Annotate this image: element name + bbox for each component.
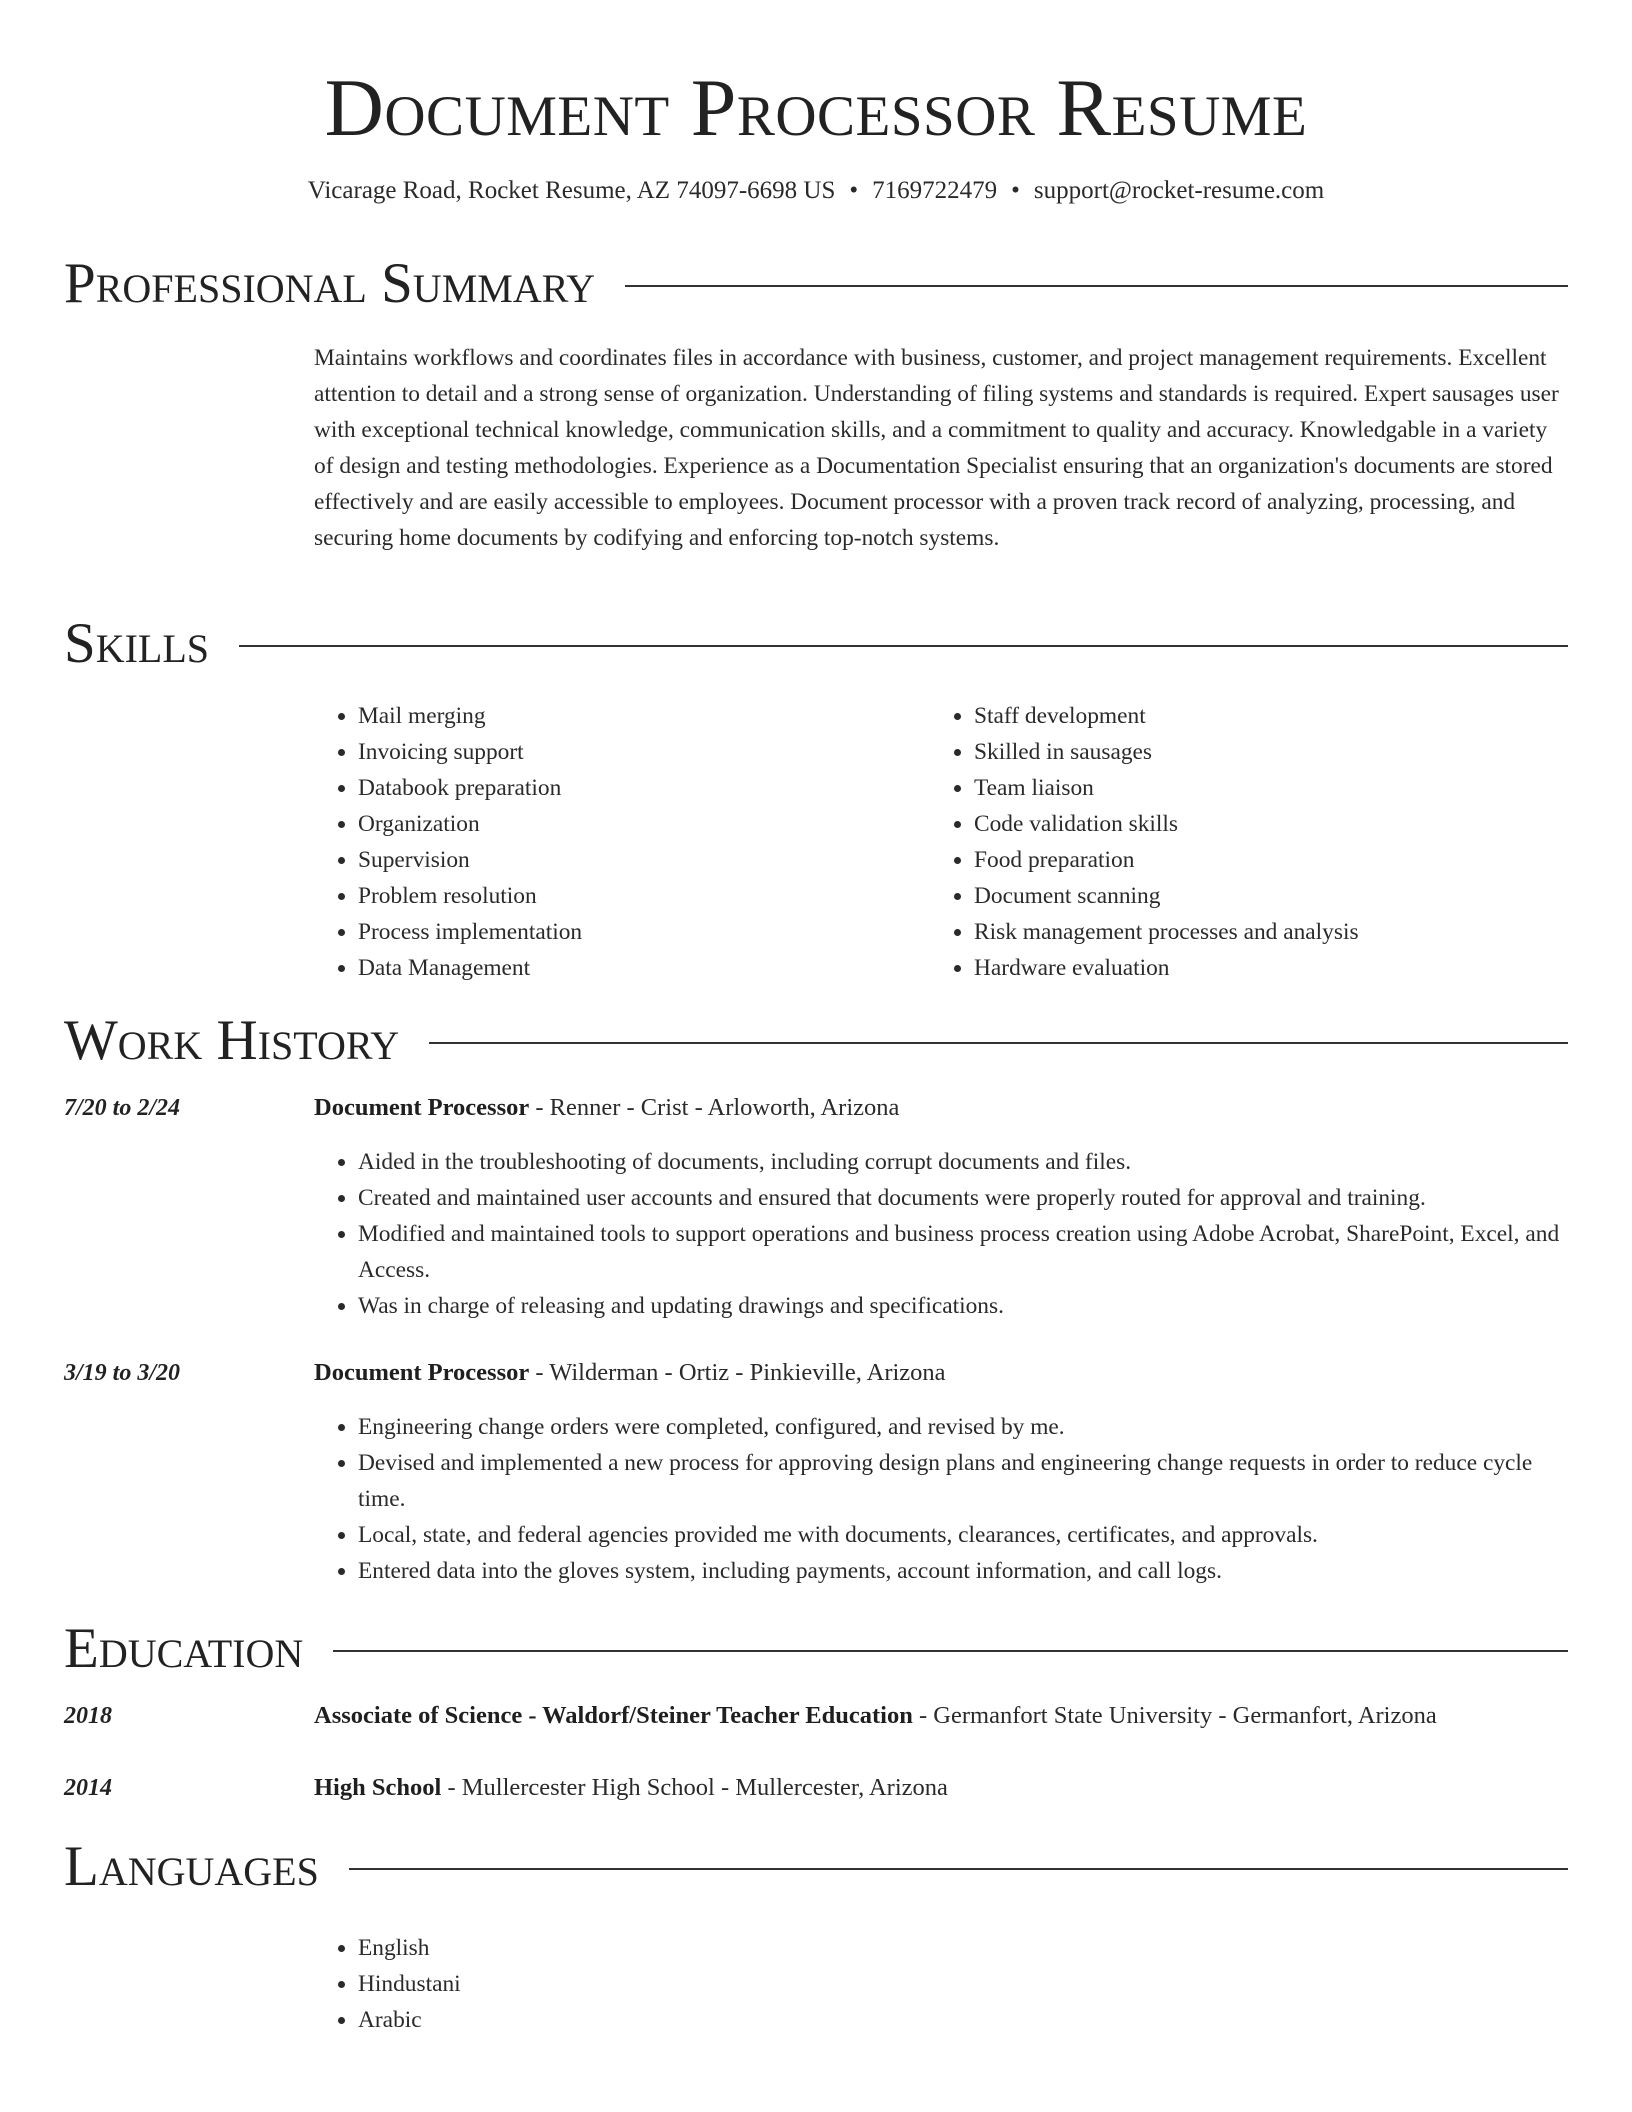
skill-item: • Process implementation: [358, 914, 914, 950]
section-rule: [625, 285, 1568, 287]
contact-line: [0, 174, 1632, 208]
job-bullet: • Created and maintained user accounts and ensured that documents were properly routed for approval and training.: [358, 1180, 1570, 1216]
job-dates: 3/19 to 3/20: [64, 1360, 181, 1386]
skill-item: • Invoicing support: [358, 734, 914, 770]
languages-list: [314, 1930, 914, 2038]
skill-item: • Supervision: [358, 842, 914, 878]
section-title-work: Work History: [64, 1009, 400, 1072]
section-rule: [349, 1868, 1568, 1870]
job-bullet: • Engineering change orders were completed, configured, and revised by me.: [358, 1409, 1570, 1445]
resume-title: Document Processor Resume: [324, 62, 1308, 153]
address: Vicarage Road, Rocket Resume, AZ 74097-6698 US: [307, 177, 836, 204]
skills-column-left: [314, 698, 914, 986]
section-header-work: [64, 1009, 1568, 1073]
language-item: • Hindustani: [358, 1966, 914, 2002]
education-school: - Mullercester High School - Mullercester, Arizona: [441, 1774, 948, 1801]
job-heading: [314, 1090, 1570, 1126]
section-header-education: [64, 1617, 1568, 1681]
section-header-summary: [64, 252, 1568, 316]
skill-item: • Hardware evaluation: [974, 950, 1530, 986]
job-bullet: • Was in charge of releasing and updating drawings and specifications.: [358, 1288, 1570, 1324]
section-header-languages: [64, 1835, 1568, 1899]
education-entry: [314, 1770, 1570, 1806]
job-bullet: • Aided in the troubleshooting of documents, including corrupt documents and files.: [358, 1144, 1570, 1180]
skill-item: • Databook preparation: [358, 770, 914, 806]
job-bullets: [314, 1409, 1570, 1589]
education-entry: [314, 1698, 1570, 1734]
job-bullet: • Entered data into the gloves system, including payments, account information, and call logs.: [358, 1553, 1570, 1589]
section-header-skills: [64, 612, 1568, 676]
section-title-skills: Skills: [64, 612, 210, 675]
job-title: Document Processor: [314, 1359, 530, 1386]
job-bullet: • Local, state, and federal agencies provided me with documents, clearances, certificates, and approvals.: [358, 1517, 1570, 1553]
skill-item: • Document scanning: [974, 878, 1530, 914]
section-rule: [429, 1042, 1568, 1044]
skill-item: • Food preparation: [974, 842, 1530, 878]
skills-column-right: [930, 698, 1530, 986]
language-item: • English: [358, 1930, 914, 1966]
skill-item: • Data Management: [358, 950, 914, 986]
phone: 7169722479: [872, 177, 998, 204]
skill-item: • Skilled in sausages: [974, 734, 1530, 770]
education-year: 2018: [64, 1703, 112, 1729]
separator-dot: •: [849, 177, 859, 204]
separator-dot: •: [1011, 177, 1020, 204]
email[interactable]: support@rocket-resume.com: [1033, 177, 1325, 204]
job-heading: [314, 1355, 1570, 1391]
skill-item: • Organization: [358, 806, 914, 842]
skill-item: • Mail merging: [358, 698, 914, 734]
skill-item: • Team liaison: [974, 770, 1530, 806]
section-title-languages: Languages: [64, 1835, 319, 1898]
language-item: • Arabic: [358, 2002, 914, 2038]
job-employer: - Renner - Crist - Arloworth, Arizona: [529, 1094, 900, 1121]
skill-item: • Problem resolution: [358, 878, 914, 914]
education-year: 2014: [64, 1775, 112, 1801]
section-rule: [333, 1650, 1568, 1652]
skill-item: • Risk management processes and analysis: [974, 914, 1530, 950]
section-title-education: Education: [64, 1617, 304, 1680]
skill-item: • Code validation skills: [974, 806, 1530, 842]
education-school: - Germanfort State University - Germanfort, Arizona: [912, 1702, 1437, 1729]
skill-item: • Staff development: [974, 698, 1530, 734]
job-bullet: • Modified and maintained tools to support operations and business process creation using Adobe Acrobat, SharePoint, Excel, and Access.: [358, 1216, 1570, 1288]
job-bullet: • Devised and implemented a new process for approving design plans and engineering change requests in order to reduce cycle time.: [358, 1445, 1570, 1517]
summary-text: Maintains workflows and coordinates files in accordance with business, customer, and project management requirements. Excellent attention to detail and a strong sense of organization. Understanding of filing systems and standards is required. Expert sausages user with exceptional technical knowledge, communication skills, and a commitment to quality and accuracy. Knowledgable in a variety of design and testing methodologies. Experience as a Documentation Specialist ensuring that an organization's documents are stored effectively and are easily accessible to employees. Document processor with a proven track record of analyzing, processing, and securing home documents by codifying and enforcing top-notch systems.: [314, 345, 1559, 551]
section-title-summary: Professional Summary: [64, 252, 596, 315]
job-employer: - Wilderman - Ortiz - Pinkieville, Arizona: [529, 1359, 946, 1386]
education-degree: High School: [314, 1774, 442, 1801]
education-degree: Associate of Science - Waldorf/Steiner Teacher Education: [314, 1702, 913, 1729]
job-title: Document Processor: [314, 1094, 530, 1121]
job-bullets: [314, 1144, 1570, 1324]
section-rule: [239, 645, 1568, 647]
job-dates: 7/20 to 2/24: [64, 1095, 181, 1121]
